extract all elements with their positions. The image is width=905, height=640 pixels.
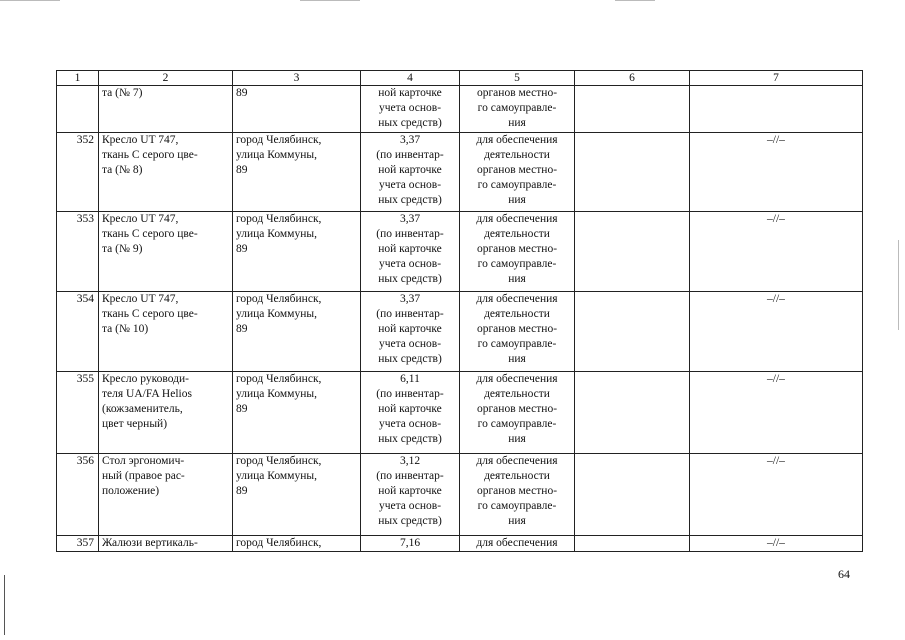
item-address: город Челябинск, улица Коммуны, 89 [233, 292, 361, 372]
column-header: 3 [233, 71, 361, 86]
scan-artifact [615, 0, 655, 1]
row-number: 352 [57, 133, 99, 212]
item-value: 6,11 (по инвентар- ной карточке учета основ- ных средств) [361, 372, 460, 454]
table-row [57, 454, 863, 536]
item-purpose: для обеспечения деятельности органов местно- го самоуправле- ния [460, 372, 575, 454]
table-row [57, 536, 863, 552]
item-col7: –//– [690, 292, 863, 372]
item-value: 3,37 (по инвентар- ной карточке учета основ- ных средств) [361, 212, 460, 292]
row-number [57, 86, 99, 133]
item-purpose: органов местно- го самоуправле- ния [460, 86, 575, 133]
column-header: 2 [99, 71, 233, 86]
item-address: город Челябинск, улица Коммуны, 89 [233, 372, 361, 454]
item-col7: –//– [690, 536, 863, 552]
item-col6 [575, 212, 690, 292]
item-name: Кресло руководи- теля UA/FA Helios (кожзаменитель, цвет черный) [99, 372, 233, 454]
table-row [57, 86, 863, 133]
row-number: 356 [57, 454, 99, 536]
item-col7: –//– [690, 212, 863, 292]
item-address: город Челябинск, [233, 536, 361, 552]
item-name: Стол эргономич- ный (правое рас- положение) [99, 454, 233, 536]
row-number: 357 [57, 536, 99, 552]
item-purpose: для обеспечения деятельности органов местно- го самоуправле- ния [460, 133, 575, 212]
table-row [57, 133, 863, 212]
column-header: 6 [575, 71, 690, 86]
item-col6 [575, 86, 690, 133]
item-col6 [575, 536, 690, 552]
item-col6 [575, 454, 690, 536]
row-number: 355 [57, 372, 99, 454]
property-table [56, 70, 863, 552]
table-row [57, 212, 863, 292]
scan-artifact [4, 575, 5, 635]
scan-artifact [0, 0, 60, 1]
item-col6 [575, 292, 690, 372]
row-number: 353 [57, 212, 99, 292]
item-value: 7,16 [361, 536, 460, 552]
item-col7 [690, 86, 863, 133]
item-address: город Челябинск, улица Коммуны, 89 [233, 133, 361, 212]
scan-artifact [300, 0, 360, 1]
table-row [57, 372, 863, 454]
item-col7: –//– [690, 454, 863, 536]
item-col7: –//– [690, 372, 863, 454]
column-header: 1 [57, 71, 99, 86]
scan-artifact [898, 240, 899, 330]
item-name: Жалюзи вертикаль- [99, 536, 233, 552]
table-row [57, 292, 863, 372]
item-value: 3,37 (по инвентар- ной карточке учета основ- ных средств) [361, 133, 460, 212]
row-number: 354 [57, 292, 99, 372]
item-purpose: для обеспечения деятельности органов местно- го самоуправле- ния [460, 454, 575, 536]
column-number-row [57, 71, 863, 86]
item-value: 3,12 (по инвентар- ной карточке учета основ- ных средств) [361, 454, 460, 536]
column-header: 7 [690, 71, 863, 86]
item-col6 [575, 133, 690, 212]
item-address: 89 [233, 86, 361, 133]
item-address: город Челябинск, улица Коммуны, 89 [233, 454, 361, 536]
page-number: 64 [838, 567, 850, 581]
item-name: Кресло UT 747, ткань С серого цве- та (№ 10) [99, 292, 233, 372]
item-purpose: для обеспечения [460, 536, 575, 552]
item-purpose: для обеспечения деятельности органов местно- го самоуправле- ния [460, 292, 575, 372]
item-value: 3,37 (по инвентар- ной карточке учета основ- ных средств) [361, 292, 460, 372]
item-name: Кресло UT 747, ткань С серого цве- та (№ 9) [99, 212, 233, 292]
column-header: 4 [361, 71, 460, 86]
item-name: Кресло UT 747, ткань С серого цве- та (№ 8) [99, 133, 233, 212]
item-value: ной карточке учета основ- ных средств) [361, 86, 460, 133]
item-name: та (№ 7) [99, 86, 233, 133]
column-header: 5 [460, 71, 575, 86]
item-col6 [575, 372, 690, 454]
item-purpose: для обеспечения деятельности органов местно- го самоуправле- ния [460, 212, 575, 292]
item-col7: –//– [690, 133, 863, 212]
item-address: город Челябинск, улица Коммуны, 89 [233, 212, 361, 292]
